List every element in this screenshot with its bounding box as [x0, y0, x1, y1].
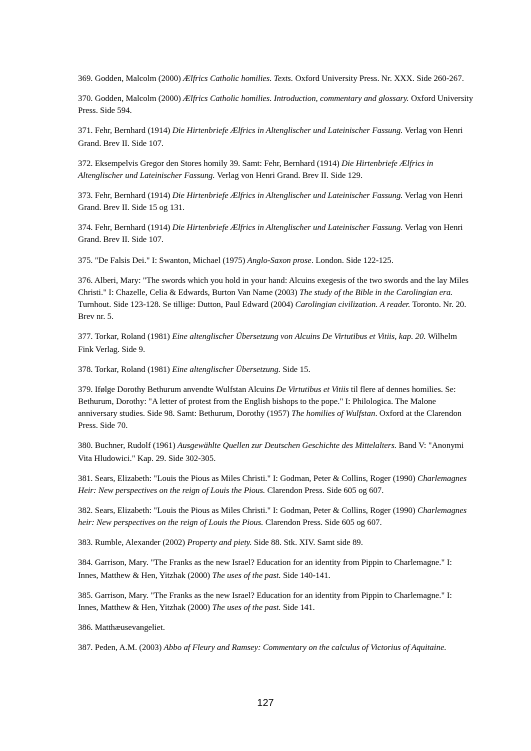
page-number: 127: [257, 698, 274, 709]
footnote-text: 382. Sears, Elizabeth: "Louis the Pious as Miles Christi." I: Godman, Peter & Collins, Roger (1990): [78, 505, 418, 516]
footnote-text: 379. Ifølge Dorothy Bethurum anvendte Wulfstan Alcuins: [78, 383, 277, 394]
footnote-title: The homilies of Wulfstan: [291, 408, 376, 419]
footnote-382: [78, 504, 474, 528]
footnote-386: [78, 621, 474, 633]
footnote-text: 380. Buchner, Rudolf (1961): [78, 440, 178, 451]
footnote-369: [78, 72, 474, 84]
footnote-379: [78, 383, 474, 432]
footnote-text: Oxford University Press. Nr. XXX. Side 260-267.: [293, 73, 464, 83]
footnote-text: Verlag von Henri Grand. Brev II. Side 129.: [214, 169, 363, 180]
footnote-title: Die Hirtenbriefe Ælfrics in Altenglischer und Lateinischer Fassung.: [172, 222, 403, 233]
footnote-title: Charlemagnes heir: New perspectives on the reign of Louis the Pious.: [78, 505, 467, 528]
footnote-text: 372. Eksempelvis Gregor den Stores homily 39. Samt: Fehr, Bernhard (1914): [78, 157, 342, 168]
footnote-373: [78, 189, 474, 213]
footnote-title: Charlemagnes Heir: New perspectives on the reign of Louis the Pious.: [78, 472, 467, 495]
footnote-title: Abbo af Fleury and Ramsey: Commentary on the calculus of Victorius of Aquitaine.: [163, 642, 447, 653]
footnote-387: [78, 641, 474, 653]
footnote-text: Toronto. Nr. 20. Brev nr. 5.: [78, 299, 467, 322]
footnote-list: [78, 72, 474, 653]
footnote-text: Oxford University Press. Side 594.: [78, 93, 474, 116]
footnote-text: Band V: "Anonymi Vita Hludowici." Kap. 29. Side 302-305.: [78, 440, 464, 463]
footnote-text: . London. Side 122-125.: [311, 254, 394, 265]
footnote-text: 376. Alberi, Mary: "The swords which you hold in your hand: Alcuins exegesis of the two swords and the lay Miles Christi." I: Chazelle, Celia & Edwards, Burton Van Name (2003): [78, 274, 469, 297]
footnote-title: Anglo-Saxon prose: [247, 254, 312, 265]
footnote-text: 387. Peden, A.M. (2003): [78, 642, 164, 653]
footnote-text: 386. Matthæusevangeliet.: [78, 622, 165, 633]
footnote-text: 377. Torkar, Roland (1981): [78, 331, 173, 342]
footnote-title: Eine altenglischer Übersetzung von Alcuins De Virtutibus et Vitiis, kap. 20.: [172, 331, 426, 342]
footnote-text: 381. Sears, Elizabeth: "Louis the Pious as Miles Christi." I: Godman, Peter & Collins, Roger (1990): [78, 472, 418, 483]
footnote-text: Side 140-141.: [280, 569, 331, 580]
footnote-text: Turnhout. Side 123-128. Se tillige: Dutton, Paul Edward (2004): [78, 299, 296, 310]
footnote-text: 369. Godden, Malcolm (2000): [78, 73, 183, 83]
footnote-text: Clarendon Press. Side 605 og 607.: [263, 517, 382, 528]
footnote-text: 383. Rumble, Alexander (2002): [78, 537, 188, 548]
footnote-title: The uses of the past.: [212, 601, 281, 612]
footnote-title: The uses of the past.: [212, 569, 281, 580]
footnote-380: [78, 439, 474, 463]
footnote-text: 385. Garrison, Mary. "The Franks as the new Israel? Education for an identity from Pippin to Charlemagne." I: Innes, Matthew & Hen, Yitzhak (2000): [78, 589, 452, 612]
footnote-text: Side 141.: [280, 601, 315, 612]
footnote-text: 375. "De Falsis Dei." I: Swanton, Michael (1975): [78, 254, 248, 265]
footnote-title: Die Hirtenbriefe Ælfrics in Altenglischer und Lateinischer Fassung.: [78, 157, 434, 180]
footnote-title: Carolingian civilization. A reader.: [295, 299, 411, 310]
footnote-text: 373. Fehr, Bernhard (1914): [78, 189, 173, 200]
footnote-370: [78, 92, 474, 116]
footnote-text: . Oxford at the Clarendon Press. Side 70.: [78, 408, 462, 431]
footnote-text: Verlag von Henri Grand. Brev II. Side 107.: [78, 125, 463, 148]
footnote-title: The study of the Bible in the Carolingian era.: [299, 286, 453, 297]
footnote-title: Die Hirtenbriefe Ælfrics in Altenglischer und Lateinischer Fassung.: [172, 189, 403, 200]
footnote-title: Die Hirtenbriefe Ælfrics in Altenglischer und Lateinischer Fassung.: [172, 125, 403, 136]
footnote-375: [78, 254, 474, 266]
footnote-text: 371. Fehr, Bernhard (1914): [78, 125, 173, 136]
footnote-text: til flere af dennes homilies. Se: Bethurum, Dorothy: "A letter of protest from the English bishops to the pope." I: Philologica. The Malone anniversary studies. Side 98. Samt: Bethurum, Dorothy (1957): [78, 383, 456, 419]
footnote-384: [78, 556, 474, 580]
footnote-text: Side 88. Stk. XIV. Samt side 89.: [251, 537, 363, 548]
footnote-378: [78, 363, 474, 375]
footnote-text: 384. Garrison, Mary. "The Franks as the new Israel? Education for an identity from Pippin to Charlemagne." I: Innes, Matthew & Hen, Yitzhak (2000): [78, 557, 452, 580]
footnote-376: [78, 274, 474, 323]
footnote-title: Ælfrics Catholic homilies. Texts.: [182, 73, 294, 83]
footnote-text: Verlag von Henri Grand. Brev II. Side 107.: [78, 222, 463, 245]
footnote-text: 374. Fehr, Bernhard (1914): [78, 222, 173, 233]
footnote-text: Side 15.: [280, 363, 311, 374]
footnote-383: [78, 536, 474, 548]
footnote-title: Eine altenglischer Übersetzung.: [172, 363, 281, 374]
footnote-371: [78, 124, 474, 148]
footnote-title: Property and piety.: [187, 537, 252, 548]
footnote-title: Ælfrics Catholic homilies. Introduction, commentary and glossary.: [182, 93, 409, 104]
footnote-text: 378. Torkar, Roland (1981): [78, 363, 173, 374]
footnote-text: Verlag von Henri Grand. Brev II. Side 15 og 131.: [78, 189, 463, 213]
footnote-377: [78, 330, 474, 354]
footnote-title: De Virtutibus et Vitiis: [276, 383, 349, 394]
footnote-text: 370. Godden, Malcolm (2000): [78, 93, 183, 104]
footnote-385: [78, 589, 474, 613]
footnote-text: Clarendon Press. Side 605 og 607.: [265, 484, 384, 495]
footnote-title: Ausgewählte Quellen zur Deutschen Geschichte des Mittelalters.: [177, 440, 397, 451]
footnote-381: [78, 472, 474, 496]
footnote-372: [78, 157, 474, 181]
footnote-text: Wilhelm Fink Verlag. Side 9.: [78, 331, 458, 354]
footnote-374: [78, 221, 474, 245]
